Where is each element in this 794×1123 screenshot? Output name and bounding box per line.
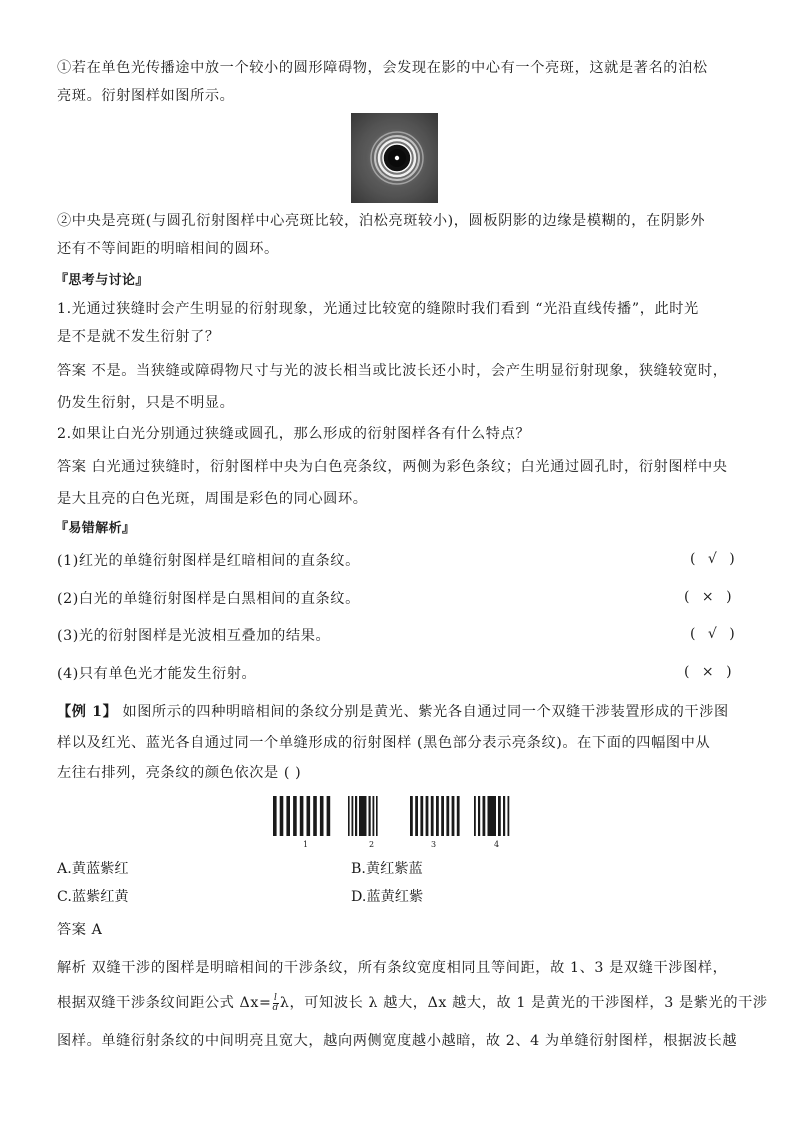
discussion-a1-line-2: 仍发生衍射，只是不明显。 — [57, 395, 235, 411]
fringe-label-1: 1 — [303, 840, 309, 849]
fringe-3-bar — [441, 796, 444, 836]
fringe-1-bar — [280, 796, 284, 836]
fringe-4-bar — [488, 796, 497, 836]
example-line-3: 左往右排列，亮条纹的颜色依次是 ( ) — [57, 765, 302, 781]
fringe-label-2: 2 — [369, 840, 375, 849]
fringe-3-bar — [431, 796, 434, 836]
fringe-3-bar — [410, 796, 413, 836]
fringe-label-4: 4 — [494, 840, 500, 849]
error-item-1-mark: ( √ ) — [690, 551, 739, 567]
fringe-4-bar — [483, 796, 486, 836]
fringe-2-bar — [352, 796, 354, 836]
error-item-4: (4)只有单色光才能发生衍射。 — [57, 666, 257, 682]
fringe-4-bar — [503, 796, 505, 836]
fringe-2-bar — [376, 796, 378, 836]
option-c: C.蓝紫红黄 — [57, 889, 129, 905]
fringe-1-bar — [300, 796, 304, 836]
poisson-text-line-3: ②中央是亮斑(与圆孔衍射图样中心亮斑比较，泊松亮斑较小)，圆板阴影的边缘是模糊的，在阴影外 — [57, 213, 706, 229]
option-a: A.黄蓝紫红 — [57, 861, 129, 877]
fringe-1-bar — [313, 796, 317, 836]
fringe-4-bar — [498, 796, 501, 836]
fringe-1-bar — [293, 796, 297, 836]
error-item-2: (2)白光的单缝衍射图样是白黑相间的直条纹。 — [57, 591, 360, 607]
fringe-label-3: 3 — [431, 840, 437, 849]
fringe-3-bar — [452, 796, 455, 836]
fringe-3-bar — [457, 796, 460, 836]
error-item-3: (3)光的衍射图样是光波相互叠加的结果。 — [57, 628, 331, 644]
fringe-1-bar — [327, 796, 331, 836]
example-answer: 答案 A — [57, 922, 103, 938]
fringe-3-bar — [436, 796, 439, 836]
analysis-line-1: 解析 双缝干涉的图样是明暗相间的干涉条纹，所有条纹宽度相同且等间距，故 1、3 是双缝干涉图样， — [57, 960, 728, 976]
fringe-4-bar — [478, 796, 480, 836]
discussion-heading: 『思考与讨论』 — [55, 273, 149, 288]
discussion-q2-line-1: 2.如果让白光分别通过狭缝或圆孔，那么形成的衍射图样各有什么特点？ — [57, 426, 531, 442]
example-text-1: 如图所示的四种明暗相间的条纹分别是黄光、紫光各自通过同一个双缝干涉装置形成的干涉图 — [117, 704, 729, 720]
analysis-line-2-post: λ，可知波长 λ 越大，Δx 越大，故 1 是黄光的干涉图样，3 是紫光的干涉 — [279, 995, 768, 1011]
example-line-1 — [57, 702, 729, 722]
fringe-2-bar — [369, 796, 371, 836]
discussion-a2-line-1: 答案 白光通过狭缝时，衍射图样中央为白色亮条纹，两侧为彩色条纹；白光通过圆孔时，衍射图样中央 — [57, 459, 728, 475]
fringe-4-bar — [508, 796, 510, 836]
fringe-3-bar — [420, 796, 423, 836]
fringe-3-bar — [426, 796, 429, 836]
poisson-text-line-1: ①若在单色光传播途中放一个较小的圆形障碍物，会发现在影的中心有一个亮斑，这就是著名的泊松 — [57, 60, 708, 76]
discussion-a1-line-1: 答案 不是。当狭缝或障碍物尺寸与光的波长相当或比波长还小时，会产生明显衍射现象，狭缝较宽时， — [57, 363, 728, 379]
errors-heading: 『易错解析』 — [55, 521, 136, 536]
fringe-1-bar — [286, 796, 290, 836]
fringe-2-bar — [373, 796, 375, 836]
error-item-2-mark: ( × ) — [684, 589, 736, 605]
example-line-2: 样以及红光、蓝光各自通过同一个单缝形成的衍射图样 (黑色部分表示亮条纹)。在下面的四幅图中从 — [57, 735, 711, 751]
wavelength-fraction — [273, 994, 279, 1013]
analysis-line-3: 图样。单缝衍射条纹的中间明亮且宽大，越向两侧宽度越小越暗，故 2、4 为单缝衍射图样，根据波长越 — [57, 1033, 738, 1049]
analysis-line-2 — [57, 993, 768, 1013]
error-item-1: (1)红光的单缝衍射图样是红暗相间的直条纹。 — [57, 553, 360, 569]
error-item-3-mark: ( √ ) — [690, 626, 739, 642]
example-label: 【例 1】 — [57, 704, 118, 720]
fringe-1-bar — [273, 796, 277, 836]
option-d: D.蓝黄红紫 — [351, 889, 424, 905]
fraction-denominator: d — [272, 1002, 279, 1013]
error-item-4-mark: ( × ) — [684, 664, 736, 680]
fringe-1-bar — [320, 796, 324, 836]
poisson-text-line-4: 还有不等间距的明暗相间的圆环。 — [57, 241, 279, 257]
option-b: B.黄红紫蓝 — [351, 861, 423, 877]
fringe-3-bar — [415, 796, 418, 836]
discussion-q1-line-1: 1.光通过狭缝时会产生明显的衍射现象，光通过比较宽的缝隙时我们看到 “光沿直线传播”，此时光 — [57, 301, 699, 317]
fringe-2-bar — [348, 796, 350, 836]
fringe-patterns-figure — [270, 794, 522, 838]
poisson-spot-diffraction-image — [351, 113, 438, 203]
poisson-text-line-2: 亮斑。衍射图样如图所示。 — [57, 88, 235, 104]
fringe-1-bar — [307, 796, 311, 836]
fringe-2-bar — [355, 796, 357, 836]
fringe-3-bar — [446, 796, 449, 836]
discussion-q1-line-2: 是不是就不发生衍射了？ — [57, 329, 220, 345]
fraction-numerator: l — [273, 992, 278, 1003]
fringe-4-bar — [474, 796, 476, 836]
fringe-2-bar — [359, 796, 367, 836]
discussion-a2-line-2: 是大且亮的白色光斑，周围是彩色的同心圆环。 — [57, 491, 368, 507]
analysis-line-2-pre: 根据双缝干涉条纹间距公式 Δx= — [57, 995, 272, 1011]
